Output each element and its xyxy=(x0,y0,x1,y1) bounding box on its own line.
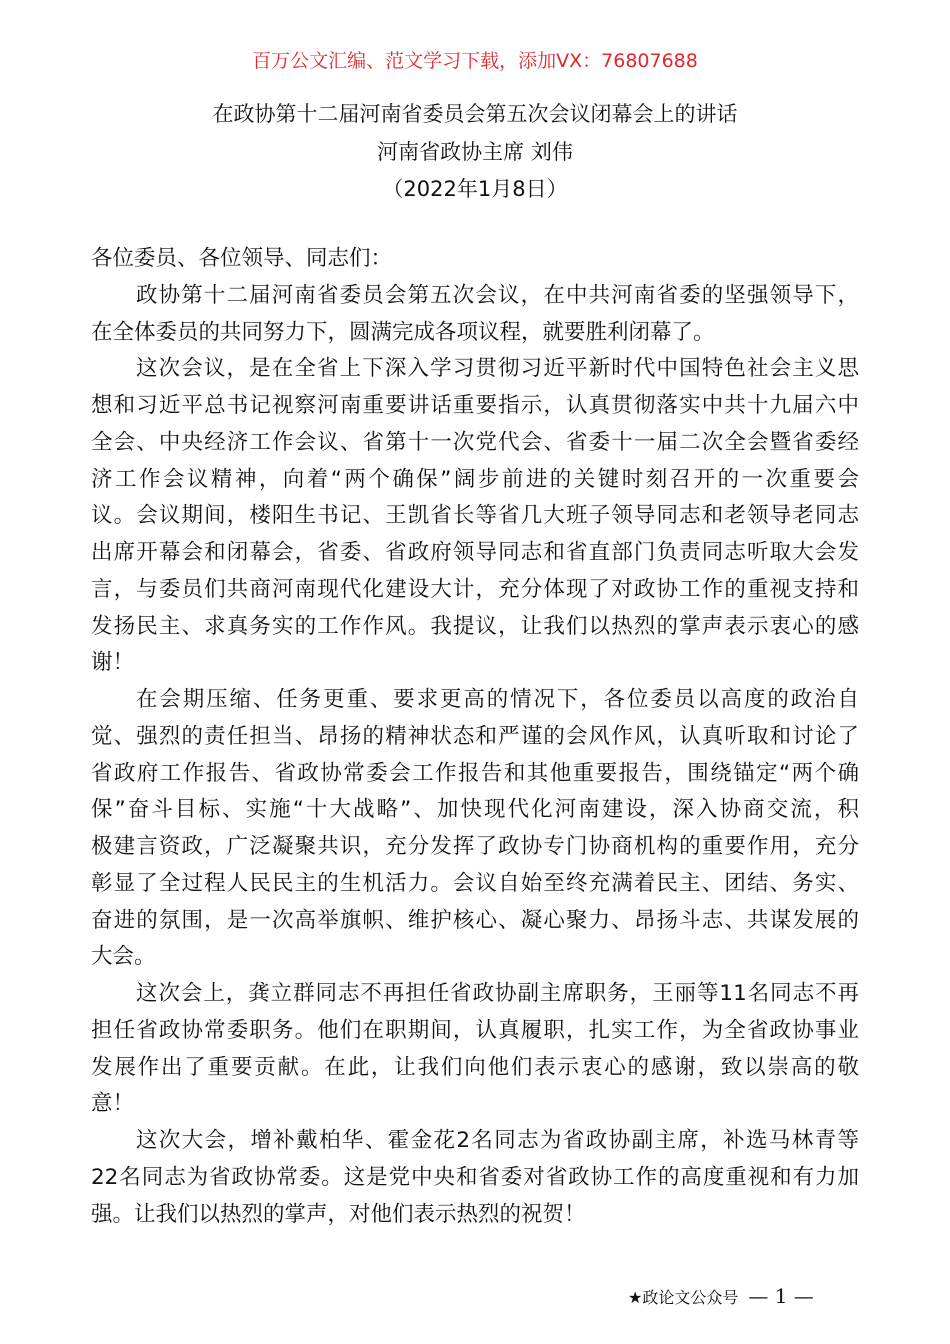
text-line: 在全体委员的共同努力下，圆满完成各项议程，就要胜利闭幕了。 xyxy=(91,319,715,345)
text-line: 各位委员、各位领导、同志们： xyxy=(91,246,393,271)
text-line: 议。会议期间，楼阳生书记、王凯省长等省几大班子领导同志和老领导老同志 xyxy=(91,503,859,529)
text-line: 言，与委员们共商河南现代化建设大计，充分体现了对政协工作的重视支持和 xyxy=(91,576,859,602)
paragraph xyxy=(91,682,859,976)
document-author: 河南省政协主席 刘伟 xyxy=(377,140,573,164)
text-line: 担任省政协常委职务。他们在职期间，认真履职，扎实工作，为全省政协事业 xyxy=(91,1017,859,1043)
page-footer xyxy=(628,1284,814,1308)
paragraph xyxy=(91,976,859,1123)
text-line: 强。让我们以热烈的掌声，对他们表示热烈的祝贺！ xyxy=(91,1201,586,1227)
text-line: 济工作会议精神，向着“两个确保”阔步前进的关键时刻召开的一次重要会 xyxy=(91,466,859,492)
text-line: 奋进的氛围，是一次高举旗帜、维护核心、凝心聚力、昂扬斗志、共谋发展的 xyxy=(91,907,859,933)
text-line: 彰显了全过程人民民主的生机活力。会议自始至终充满着民主、团结、务实、 xyxy=(91,870,859,896)
paragraph xyxy=(91,1123,859,1233)
text-line: 全会、中央经济工作会议、省第十一次党代会、省委十一届二次全会暨省委经 xyxy=(91,429,859,455)
text-line: 谢！ xyxy=(91,650,135,676)
text-line: 省政府工作报告、省政协常委会工作报告和其他重要报告，围绕锚定“两个确 xyxy=(91,760,859,786)
text-line: 这次会议，是在全省上下深入学习贯彻习近平新时代中国特色社会主义思 xyxy=(136,356,859,382)
paragraph xyxy=(91,351,859,682)
paragraph xyxy=(91,241,859,278)
text-line: 大会。 xyxy=(91,944,156,970)
watermark-banner: 百万公文汇编、范文学习下载，添加VX：76807688 xyxy=(252,50,698,72)
document-body xyxy=(91,241,859,1233)
text-line: 意！ xyxy=(91,1091,135,1117)
text-line: 在会期压缩、任务更重、要求更高的情况下，各位委员以高度的政治自 xyxy=(136,687,859,712)
text-line: 发展作出了重要贡献。在此，让我们向他们表示衷心的感谢，致以崇高的敬 xyxy=(91,1054,859,1080)
text-line: 这次会上，龚立群同志不再担任省政协副主席职务，王丽等11名同志不再 xyxy=(136,981,859,1006)
text-line: 保”奋斗目标、实施“十大战略”、加快现代化河南建设，深入协商交流，积 xyxy=(91,797,859,823)
text-line: 想和习近平总书记视察河南重要讲话重要指示，认真贯彻落实中共十九届六中 xyxy=(91,393,859,418)
text-line: 发扬民主、求真务实的工作作风。我提议，让我们以热烈的掌声表示衷心的感 xyxy=(91,613,859,639)
paragraph xyxy=(91,278,859,352)
text-line: 这次大会，增补戴柏华、霍金花2名同志为省政协副主席，补选马林青等 xyxy=(136,1128,859,1153)
text-line: 政协第十二届河南省委员会第五次会议，在中共河南省委的坚强领导下， xyxy=(136,282,859,308)
text-line: 极建言资政，广泛凝聚共识，充分发挥了政协专门协商机构的重要作用，充分 xyxy=(91,834,859,859)
text-line: 22名同志为省政协常委。这是党中央和省委对省政协工作的高度重视和有力加 xyxy=(91,1164,859,1190)
footer-source: ★政论文公众号 xyxy=(628,1287,739,1307)
document-title: 在政协第十二届河南省委员会第五次会议闭幕会上的讲话 xyxy=(212,102,738,126)
text-line: 出席开幕会和闭幕会，省委、省政府领导同志和省直部门负责同志听取大会发 xyxy=(91,540,859,565)
document-date: （2022年1月8日） xyxy=(382,177,568,201)
page-number: — 1 — xyxy=(748,1284,814,1308)
text-line: 觉、强烈的责任担当、昂扬的精神状态和严谨的会风作风，认真听取和讨论了 xyxy=(91,723,859,749)
